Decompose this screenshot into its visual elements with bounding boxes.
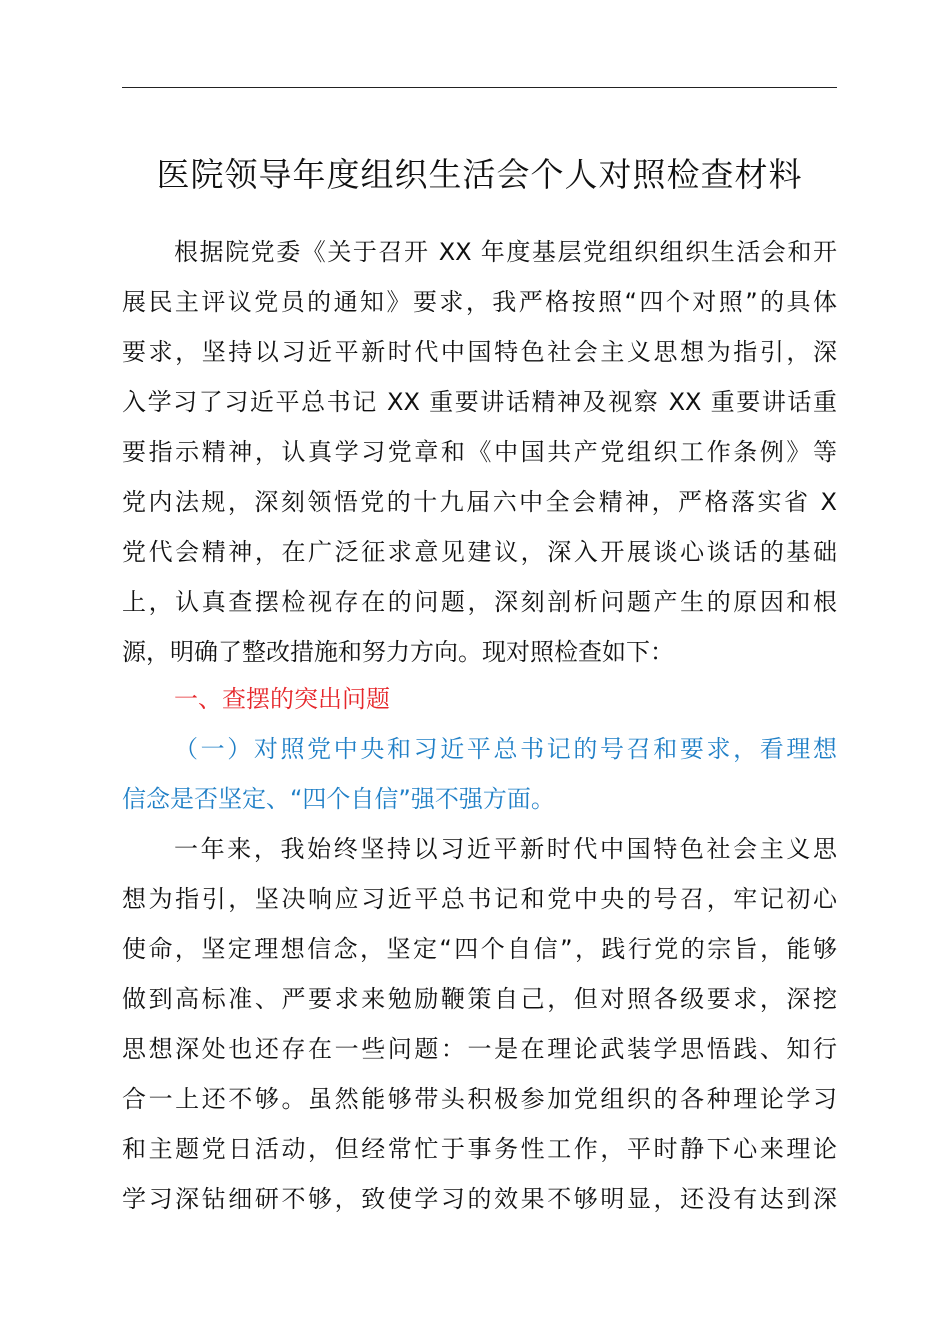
paragraph-line: 上，认真查摆检视存在的问题，深刻剖析问题产生的原因和根 bbox=[122, 588, 837, 616]
paragraph-line: 入学习了习近平总书记 XX 重要讲话精神及视察 XX 重要讲话重 bbox=[122, 388, 837, 416]
document-title: 医院领导年度组织生活会个人对照检查材料 bbox=[156, 155, 803, 194]
paragraph-line: 学习深钻细研不够，致使学习的效果不够明显，还没有达到深 bbox=[122, 1185, 837, 1213]
paragraph-line: 合一上还不够。虽然能够带头积极参加党组织的各种理论学习 bbox=[122, 1085, 837, 1113]
section-heading-text: 一、查摆的突出问题 bbox=[174, 685, 390, 713]
subsection-heading-line: 信念是否坚定、“四个自信”强不强方面。 bbox=[122, 785, 555, 813]
paragraph-line: 党内法规，深刻领悟党的十九届六中全会精神，严格落实省 X bbox=[122, 488, 837, 516]
paragraph-line: 想为指引，坚决响应习近平总书记和党中央的号召，牢记初心 bbox=[122, 885, 837, 913]
paragraph-line: 根据院党委《关于召开 XX 年度基层党组织组织生活会和开 bbox=[174, 238, 837, 266]
paragraph-line: 思想深处也还存在一些问题：一是在理论武装学思悟践、知行 bbox=[122, 1035, 837, 1063]
paragraph-line: 党代会精神，在广泛征求意见建议，深入开展谈心谈话的基础 bbox=[122, 538, 837, 566]
paragraph-line: 要指示精神，认真学习党章和《中国共产党组织工作条例》等 bbox=[122, 438, 837, 466]
paragraph-line: 展民主评议党员的通知》要求，我严格按照“四个对照”的具体 bbox=[122, 288, 837, 316]
header-rule bbox=[122, 87, 837, 88]
paragraph-line: 使命，坚定理想信念，坚定“四个自信”，践行党的宗旨，能够 bbox=[122, 935, 837, 963]
paragraph-line: 和主题党日活动，但经常忙于事务性工作，平时静下心来理论 bbox=[122, 1135, 837, 1163]
body-paragraph bbox=[122, 824, 837, 1224]
paragraph-line: 做到高标准、严要求来勉励鞭策自己，但对照各级要求，深挖 bbox=[122, 985, 837, 1013]
paragraph-line: 要求，坚持以习近平新时代中国特色社会主义思想为指引，深 bbox=[122, 338, 837, 366]
intro-paragraph bbox=[122, 227, 837, 677]
subsection-heading bbox=[122, 724, 837, 824]
paragraph-line: 源，明确了整改措施和努力方向。现对照检查如下： bbox=[122, 638, 674, 666]
paragraph-line: 一年来，我始终坚持以习近平新时代中国特色社会主义思 bbox=[174, 835, 837, 863]
subsection-heading-line: （一）对照党中央和习近平总书记的号召和要求，看理想 bbox=[174, 735, 837, 763]
section-heading bbox=[122, 674, 837, 724]
